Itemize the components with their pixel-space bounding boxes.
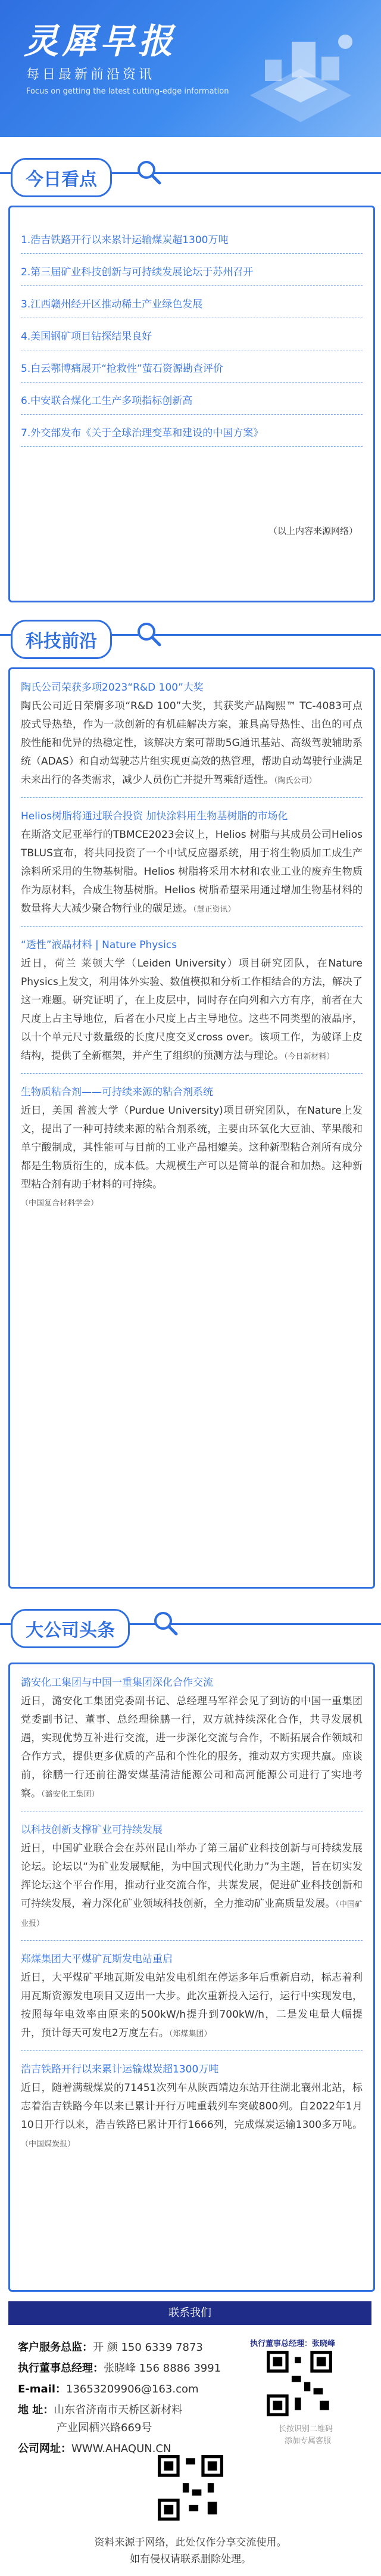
tech-article bbox=[10, 679, 373, 798]
article-body: 近日，荷兰 莱顿大学（Leiden University）项目研究团队，在Nature Physics上发文，利用体外实验、数值模拟和分析工作相结合的方法，解决了这一难题。研究证明了，在上皮层中，同时存在向列和六方有序，前者在大尺度上占主导地位，后者在小尺度上占主导地位。这些不同类型的液晶序，以十个单元尺寸数量级的长度尺度交叉cross over。该项工作，为破译上皮结构，提供了全新框架，并产生了组织的预测方法与理论。（今日新材料） bbox=[21, 958, 363, 1062]
footer bbox=[0, 2534, 381, 2568]
article-title[interactable]: “透性”液晶材料 | Nature Physics bbox=[21, 939, 177, 951]
article-body: 近日，中国矿业联合会在苏州昆山举办了第三届矿业科技创新与可持续发展论坛。论坛以“为矿业发展赋能，为中国式现代化助力”为主题，旨在切实发挥论坛这个平台作用，推动行业交流合作，共谋发展，促进矿业科技创新和可持续发展，着力深化矿业领域科技创新，全力推动矿业高质量发展。（中国矿业报） bbox=[21, 1842, 363, 1928]
article-source: （中国复合材料学会） bbox=[21, 1199, 99, 1208]
highlight-item[interactable]: 1.浩吉铁路开行以来累计运输煤炭超1300万吨 bbox=[21, 234, 229, 246]
company-article bbox=[10, 1674, 373, 1811]
isometric-tech-illustration-icon bbox=[232, 24, 369, 131]
article-title[interactable]: 郑煤集团大平煤矿瓦斯发电站重启 bbox=[21, 1953, 173, 1965]
qr-exec-caption: 执行董事总经理：张晓峰 bbox=[250, 2339, 336, 2348]
article-source: （中国矿业报） bbox=[21, 1900, 363, 1928]
banner-tagline: Focus on getting the latest cutting-edge information bbox=[26, 87, 229, 96]
section-tech-header bbox=[0, 614, 381, 655]
article-source: （慧正资讯） bbox=[193, 905, 236, 914]
section-title-tech: 科技前沿 bbox=[11, 620, 112, 659]
highlight-item[interactable]: 4.美国钢矿项目钻探结果良好 bbox=[21, 331, 152, 343]
highlight-item[interactable]: 6.中安联合煤化工生产多项指标创新高 bbox=[21, 395, 193, 407]
contact-exec: 执行董事总经理：张晓峰 156 8886 3991 bbox=[18, 2362, 221, 2375]
header-banner bbox=[0, 0, 381, 137]
banner-title: 灵犀早报 bbox=[24, 21, 177, 61]
footer-line-1: 资料来源于网络，此处仅作分享交流使用。 bbox=[94, 2537, 287, 2549]
article-title[interactable]: Helios树脂将通过联合投资 加快涂料用生物基树脂的市场化 bbox=[21, 810, 288, 822]
article-title[interactable]: 陶氏公司荣获多项2023“R&D 100”大奖 bbox=[21, 682, 204, 694]
article-title[interactable]: 浩吉铁路开行以来累计运输煤炭超1300万吨 bbox=[21, 2064, 219, 2075]
contact-bar: 联系我们 bbox=[8, 2301, 371, 2325]
contact-email[interactable]: E-mail：13653209906@163.com bbox=[18, 2383, 199, 2395]
highlights-box bbox=[8, 206, 375, 602]
article-body: 近日，随着满载煤炭的71451次列车从陕西靖边东站开往湖北襄州北站，标志着浩吉铁路今年以来已累计开行万吨重载列车突破800列。自2022年1月10日开行以来，浩吉铁路已累计开行1666列，完成煤炭运输1300多万吨。（中国煤炭报） bbox=[21, 2082, 363, 2149]
article-source: （陶氏公司） bbox=[274, 776, 317, 785]
tech-articles-box bbox=[8, 667, 375, 1589]
tech-article bbox=[10, 936, 373, 1074]
article-title[interactable]: 生物质粘合剂——可持续来源的粘合剂系统 bbox=[21, 1086, 213, 1098]
company-articles-box bbox=[8, 1663, 375, 2292]
highlight-item[interactable]: 3.江西赣州经开区推动稀土产业绿色发展 bbox=[21, 299, 203, 310]
company-article bbox=[10, 2061, 373, 2154]
qr-service-caption-2: 添加专属客服 bbox=[285, 2437, 332, 2446]
magnifier-icon bbox=[136, 621, 162, 647]
section-company-header bbox=[0, 1603, 381, 1645]
highlight-item[interactable]: 7.外交部发布《关于全球治理变革和建设的中国方案》 bbox=[21, 427, 264, 439]
article-body: 近日，美国 普渡大学（Purdue University)项目研究团队，在Nature上发文，提出了一种可持续来源的粘合剂系统，主要由环氧化大豆油、苹果酸和单宁酸制成，其性能可与目前的工业产品相媲美。这种新型粘合剂所有成分都是生物质衍生的，成本低。大规模生产可以是简单的混合和加热。这种新型粘合剂有助于材料的可持续。 bbox=[21, 1105, 363, 1191]
section-title-today: 今日看点 bbox=[11, 158, 112, 197]
highlights-source: （以上内容来源网络） bbox=[268, 526, 358, 536]
article-title[interactable]: 潞安化工集团与中国一重集团深化合作交流 bbox=[21, 1677, 213, 1689]
qr-code-icon[interactable] bbox=[267, 2351, 332, 2416]
article-source: （中国煤炭报） bbox=[21, 2140, 76, 2149]
article-body: 近日，大平煤矿平地瓦斯发电站发电机组在停运多年后重新启动，标志着利用瓦斯资源发电项目又迈出一大步。此次重新投入运行，运行中实现发电，按照每年电效率由原来的500kW/h提升到700kW/h，二是发电量大幅提升，预计每天可发电2万度左右。（郑煤集团） bbox=[21, 1972, 363, 2039]
contact-address: 地 址：山东省济南市天桥区新材料 bbox=[18, 2404, 183, 2416]
banner-subtitle: 每日最新前沿资讯 bbox=[26, 67, 155, 82]
highlight-item[interactable]: 2.第三届矿业科技创新与可持续发展论坛于苏州召开 bbox=[21, 266, 254, 278]
contact-website[interactable]: 公司网址：WWW.AHAQUN.CN bbox=[18, 2443, 171, 2455]
highlight-item[interactable]: 5.白云鄂博痛展开“抢救性”萤石资源勘查评价 bbox=[21, 363, 223, 375]
qr-service-caption: 长按识别二维码 bbox=[279, 2425, 333, 2434]
article-source: （郑煤集团） bbox=[168, 2030, 212, 2039]
section-today-header bbox=[0, 152, 381, 194]
article-title[interactable]: 以科技创新支撑矿业可持续发展 bbox=[21, 1824, 163, 1836]
contact-service: 客户服务总监：开 颜 150 6339 7873 bbox=[18, 2341, 203, 2354]
qr-code-icon[interactable] bbox=[158, 2455, 223, 2521]
article-body: 在斯洛文尼亚举行的TBMCE2023会议上，Helios 树脂与其成员公司Helios TBLUS宣布，将共同投资了一个中试反应器系统，用于将生物质加工成生产涂料所采用的生物基树脂。Helios 树脂将采用木材和农业工业的废弃生物质作为原材料，合成生物基树脂。Helios 树脂希望采用通过增加生物基材料的数量将大大减少聚合物行业的碳足迹。（慧正资讯） bbox=[21, 829, 363, 915]
tech-article bbox=[10, 1083, 373, 1208]
footer-line-2: 如有侵权请联系删除处理。 bbox=[130, 2553, 251, 2565]
article-source: （今日新材料） bbox=[284, 1052, 335, 1061]
tech-article bbox=[10, 807, 373, 927]
magnifier-icon bbox=[136, 159, 162, 185]
company-article bbox=[10, 1950, 373, 2051]
article-body: 近日，潞安化工集团党委副书记、总经理马军祥会见了到访的中国一重集团党委副书记、董事、总经理徐鹏一行，双方就持续深化合作，共寻发展机遇，实现优势互补进行交流，进一步深化交流与合作，不断拓展合作领域和合作方式，提供更多优质的产品和个性化的服务，推动双方实现共赢。座谈前，徐鹏一行还前往潞安煤基清洁能源公司和高河能源公司进行了实地考察。（潞安化工集团） bbox=[21, 1695, 363, 1800]
contact-address-line2: 产业园栖兴路669号 bbox=[57, 2422, 152, 2434]
article-body: 陶氏公司近日荣膺多项“R&D 100”大奖，其获奖产品陶熙™ TC-4083可点胶式导热垫，作为一款创新的有机硅解决方案，兼具高导热性、出色的可点胶性能和优异的热稳定性，该解决方案可帮助5G通讯基站、高级驾驶辅助系统（ADAS）和自动驾驶芯片组实现更高效的热管理，帮助自动驾驶行业满足未来出行的各类需求，减少人员伤亡并提升驾乘舒适性。（陶氏公司） bbox=[21, 700, 363, 786]
article-source: （潞安化工集团） bbox=[41, 1790, 99, 1799]
section-title-company: 大公司头条 bbox=[11, 1609, 130, 1648]
company-article bbox=[10, 1821, 373, 1941]
magnifier-icon bbox=[152, 1610, 179, 1636]
